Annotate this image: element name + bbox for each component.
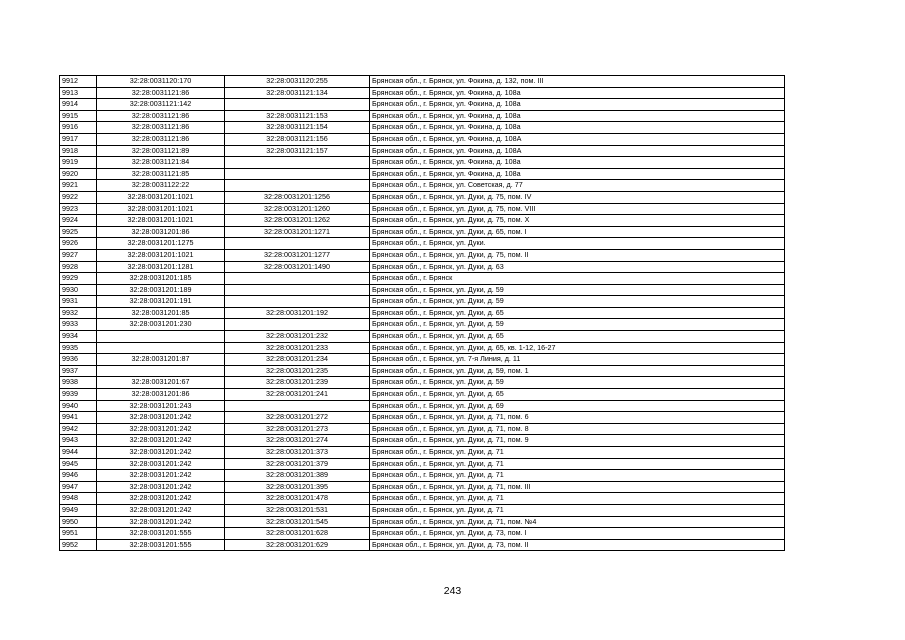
address-cell: Брянская обл., г. Брянск, ул. Дуки, д. 65, пом. I [370, 226, 785, 238]
table-row [60, 110, 785, 122]
address-cell: Брянская обл., г. Брянск, ул. Дуки, д. 59 [370, 296, 785, 308]
table-row [60, 249, 785, 261]
row-number-cell: 9930 [60, 284, 97, 296]
table-row [60, 76, 785, 88]
table-row [60, 516, 785, 528]
address-cell: Брянская обл., г. Брянск, ул. Дуки, д. 75, пом. VIII [370, 203, 785, 215]
object-cadastral-number-cell [225, 400, 370, 412]
row-number-cell: 9932 [60, 307, 97, 319]
table-row [60, 226, 785, 238]
row-number-cell: 9941 [60, 412, 97, 424]
parcel-cadastral-number-cell: 32:28:0031201:1275 [97, 238, 225, 250]
row-number-cell: 9916 [60, 122, 97, 134]
table-row [60, 481, 785, 493]
object-cadastral-number-cell [225, 180, 370, 192]
table-row [60, 168, 785, 180]
address-cell: Брянская обл., г. Брянск, ул. Фокина, д. 108а [370, 168, 785, 180]
table-row [60, 133, 785, 145]
address-cell: Брянская обл., г. Брянск, ул. Дуки, д. 71, пом. 9 [370, 435, 785, 447]
parcel-cadastral-number-cell [97, 331, 225, 343]
parcel-cadastral-number-cell: 32:28:0031122:22 [97, 180, 225, 192]
parcel-cadastral-number-cell: 32:28:0031121:86 [97, 122, 225, 134]
object-cadastral-number-cell: 32:28:0031121:134 [225, 87, 370, 99]
object-cadastral-number-cell: 32:28:0031201:531 [225, 504, 370, 516]
row-number-cell: 9939 [60, 389, 97, 401]
parcel-cadastral-number-cell: 32:28:0031201:243 [97, 400, 225, 412]
parcel-cadastral-number-cell: 32:28:0031201:242 [97, 470, 225, 482]
address-cell: Брянская обл., г. Брянск, ул. Дуки. [370, 238, 785, 250]
object-cadastral-number-cell: 32:28:0031201:1262 [225, 215, 370, 227]
table-row [60, 203, 785, 215]
parcel-cadastral-number-cell: 32:28:0031201:555 [97, 528, 225, 540]
row-number-cell: 9921 [60, 180, 97, 192]
parcel-cadastral-number-cell: 32:28:0031201:191 [97, 296, 225, 308]
row-number-cell: 9942 [60, 423, 97, 435]
row-number-cell: 9929 [60, 273, 97, 285]
table-row [60, 539, 785, 551]
row-number-cell: 9936 [60, 354, 97, 366]
parcel-cadastral-number-cell: 32:28:0031201:242 [97, 504, 225, 516]
object-cadastral-number-cell: 32:28:0031201:628 [225, 528, 370, 540]
parcel-cadastral-number-cell: 32:28:0031201:1021 [97, 249, 225, 261]
object-cadastral-number-cell [225, 319, 370, 331]
parcel-cadastral-number-cell: 32:28:0031201:1281 [97, 261, 225, 273]
parcel-cadastral-number-cell: 32:28:0031201:242 [97, 481, 225, 493]
object-cadastral-number-cell: 32:28:0031201:273 [225, 423, 370, 435]
table-row [60, 400, 785, 412]
row-number-cell: 9913 [60, 87, 97, 99]
parcel-cadastral-number-cell: 32:28:0031201:230 [97, 319, 225, 331]
address-cell: Брянская обл., г. Брянск, ул. Фокина, д. 108а [370, 110, 785, 122]
address-cell: Брянская обл., г. Брянск, ул. Дуки, д. 59 [370, 377, 785, 389]
parcel-cadastral-number-cell: 32:28:0031121:86 [97, 133, 225, 145]
address-cell: Брянская обл., г. Брянск, ул. Дуки, д. 71 [370, 493, 785, 505]
table-row [60, 284, 785, 296]
row-number-cell: 9937 [60, 365, 97, 377]
table-row [60, 261, 785, 273]
row-number-cell: 9950 [60, 516, 97, 528]
object-cadastral-number-cell: 32:28:0031201:239 [225, 377, 370, 389]
parcel-cadastral-number-cell: 32:28:0031120:170 [97, 76, 225, 88]
row-number-cell: 9952 [60, 539, 97, 551]
parcel-cadastral-number-cell: 32:28:0031201:86 [97, 389, 225, 401]
object-cadastral-number-cell: 32:28:0031121:157 [225, 145, 370, 157]
object-cadastral-number-cell [225, 99, 370, 111]
table-row [60, 458, 785, 470]
parcel-cadastral-number-cell: 32:28:0031201:1021 [97, 215, 225, 227]
address-cell: Брянская обл., г. Брянск, ул. Дуки, д. 69 [370, 400, 785, 412]
parcel-cadastral-number-cell: 32:28:0031201:242 [97, 435, 225, 447]
row-number-cell: 9919 [60, 157, 97, 169]
row-number-cell: 9940 [60, 400, 97, 412]
parcel-cadastral-number-cell: 32:28:0031121:142 [97, 99, 225, 111]
address-cell: Брянская обл., г. Брянск, ул. Дуки, д. 71, пом. 6 [370, 412, 785, 424]
table-row [60, 528, 785, 540]
object-cadastral-number-cell: 32:28:0031201:478 [225, 493, 370, 505]
table-row [60, 87, 785, 99]
object-cadastral-number-cell: 32:28:0031201:389 [225, 470, 370, 482]
row-number-cell: 9931 [60, 296, 97, 308]
parcel-cadastral-number-cell: 32:28:0031121:89 [97, 145, 225, 157]
address-cell: Брянская обл., г. Брянск, ул. Дуки, д. 75, пом. X [370, 215, 785, 227]
address-cell: Брянская обл., г. Брянск [370, 273, 785, 285]
address-cell: Брянская обл., г. Брянск, ул. Дуки, д. 65 [370, 331, 785, 343]
address-cell: Брянская обл., г. Брянск, ул. Дуки, д. 71, пом. III [370, 481, 785, 493]
address-cell: Брянская обл., г. Брянск, ул. Фокина, д. 108А [370, 145, 785, 157]
table-row [60, 377, 785, 389]
row-number-cell: 9933 [60, 319, 97, 331]
parcel-cadastral-number-cell: 32:28:0031121:86 [97, 110, 225, 122]
row-number-cell: 9949 [60, 504, 97, 516]
address-cell: Брянская обл., г. Брянск, ул. Дуки, д. 73, пом. II [370, 539, 785, 551]
address-cell: Брянская обл., г. Брянск, ул. Фокина, д. 132, пом. III [370, 76, 785, 88]
object-cadastral-number-cell: 32:28:0031201:274 [225, 435, 370, 447]
object-cadastral-number-cell [225, 284, 370, 296]
parcel-cadastral-number-cell: 32:28:0031201:242 [97, 423, 225, 435]
row-number-cell: 9923 [60, 203, 97, 215]
row-number-cell: 9912 [60, 76, 97, 88]
object-cadastral-number-cell: 32:28:0031201:1490 [225, 261, 370, 273]
parcel-cadastral-number-cell: 32:28:0031121:86 [97, 87, 225, 99]
object-cadastral-number-cell: 32:28:0031201:235 [225, 365, 370, 377]
object-cadastral-number-cell: 32:28:0031121:153 [225, 110, 370, 122]
parcel-cadastral-number-cell: 32:28:0031201:87 [97, 354, 225, 366]
cadastral-register-table [59, 75, 785, 551]
address-cell: Брянская обл., г. Брянск, ул. 7-я Линия, д. 11 [370, 354, 785, 366]
address-cell: Брянская обл., г. Брянск, ул. Фокина, д. 108А [370, 133, 785, 145]
parcel-cadastral-number-cell: 32:28:0031201:185 [97, 273, 225, 285]
row-number-cell: 9922 [60, 191, 97, 203]
address-cell: Брянская обл., г. Брянск, ул. Дуки, д. 75, пом. IV [370, 191, 785, 203]
row-number-cell: 9934 [60, 331, 97, 343]
table-row [60, 493, 785, 505]
table-row [60, 122, 785, 134]
table-row [60, 307, 785, 319]
address-cell: Брянская обл., г. Брянск, ул. Дуки, д. 59, пом. 1 [370, 365, 785, 377]
object-cadastral-number-cell: 32:28:0031201:241 [225, 389, 370, 401]
address-cell: Брянская обл., г. Брянск, ул. Фокина, д. 108а [370, 87, 785, 99]
object-cadastral-number-cell: 32:28:0031201:192 [225, 307, 370, 319]
table-row [60, 435, 785, 447]
row-number-cell: 9924 [60, 215, 97, 227]
table-row [60, 215, 785, 227]
table-row [60, 331, 785, 343]
address-cell: Брянская обл., г. Брянск, ул. Дуки, д. 59 [370, 319, 785, 331]
row-number-cell: 9935 [60, 342, 97, 354]
object-cadastral-number-cell: 32:28:0031201:395 [225, 481, 370, 493]
address-cell: Брянская обл., г. Брянск, ул. Дуки, д. 71 [370, 470, 785, 482]
row-number-cell: 9914 [60, 99, 97, 111]
address-cell: Брянская обл., г. Брянск, ул. Дуки, д. 75, пом. II [370, 249, 785, 261]
table-row [60, 99, 785, 111]
page-number: 243 [443, 585, 462, 597]
object-cadastral-number-cell: 32:28:0031201:379 [225, 458, 370, 470]
object-cadastral-number-cell: 32:28:0031201:629 [225, 539, 370, 551]
row-number-cell: 9927 [60, 249, 97, 261]
table-row [60, 180, 785, 192]
row-number-cell: 9926 [60, 238, 97, 250]
address-cell: Брянская обл., г. Брянск, ул. Дуки, д. 59 [370, 284, 785, 296]
address-cell: Брянская обл., г. Брянск, ул. Дуки, д. 71, пом. 8 [370, 423, 785, 435]
address-cell: Брянская обл., г. Брянск, ул. Фокина, д. 108а [370, 122, 785, 134]
row-number-cell: 9946 [60, 470, 97, 482]
object-cadastral-number-cell [225, 157, 370, 169]
address-cell: Брянская обл., г. Брянск, ул. Дуки, д. 65, кв. 1-12, 16-27 [370, 342, 785, 354]
table-row [60, 342, 785, 354]
parcel-cadastral-number-cell: 32:28:0031201:86 [97, 226, 225, 238]
table-row [60, 423, 785, 435]
table-body [60, 76, 785, 551]
parcel-cadastral-number-cell [97, 342, 225, 354]
row-number-cell: 9947 [60, 481, 97, 493]
table-row [60, 191, 785, 203]
row-number-cell: 9915 [60, 110, 97, 122]
table-row [60, 504, 785, 516]
address-cell: Брянская обл., г. Брянск, ул. Дуки, д. 71 [370, 447, 785, 459]
address-cell: Брянская обл., г. Брянск, ул. Дуки, д. 65 [370, 307, 785, 319]
table-row [60, 389, 785, 401]
parcel-cadastral-number-cell: 32:28:0031201:67 [97, 377, 225, 389]
row-number-cell: 9948 [60, 493, 97, 505]
object-cadastral-number-cell [225, 168, 370, 180]
parcel-cadastral-number-cell: 32:28:0031201:1021 [97, 191, 225, 203]
parcel-cadastral-number-cell: 32:28:0031201:85 [97, 307, 225, 319]
table-row [60, 365, 785, 377]
address-cell: Брянская обл., г. Брянск, ул. Дуки, д. 63 [370, 261, 785, 273]
object-cadastral-number-cell: 32:28:0031201:272 [225, 412, 370, 424]
row-number-cell: 9928 [60, 261, 97, 273]
address-cell: Брянская обл., г. Брянск, ул. Дуки, д. 71, пом. №4 [370, 516, 785, 528]
object-cadastral-number-cell: 32:28:0031201:1271 [225, 226, 370, 238]
row-number-cell: 9943 [60, 435, 97, 447]
object-cadastral-number-cell: 32:28:0031201:234 [225, 354, 370, 366]
parcel-cadastral-number-cell [97, 365, 225, 377]
object-cadastral-number-cell [225, 296, 370, 308]
address-cell: Брянская обл., г. Брянск, ул. Дуки, д. 71 [370, 458, 785, 470]
address-cell: Брянская обл., г. Брянск, ул. Дуки, д. 71 [370, 504, 785, 516]
table-row [60, 273, 785, 285]
parcel-cadastral-number-cell: 32:28:0031201:242 [97, 412, 225, 424]
row-number-cell: 9917 [60, 133, 97, 145]
row-number-cell: 9951 [60, 528, 97, 540]
parcel-cadastral-number-cell: 32:28:0031201:242 [97, 516, 225, 528]
object-cadastral-number-cell: 32:28:0031201:373 [225, 447, 370, 459]
parcel-cadastral-number-cell: 32:28:0031201:242 [97, 447, 225, 459]
table-row [60, 412, 785, 424]
object-cadastral-number-cell: 32:28:0031201:1277 [225, 249, 370, 261]
address-cell: Брянская обл., г. Брянск, ул. Фокина, д. 108а [370, 99, 785, 111]
parcel-cadastral-number-cell: 32:28:0031121:84 [97, 157, 225, 169]
address-cell: Брянская обл., г. Брянск, ул. Дуки, д. 73, пом. I [370, 528, 785, 540]
object-cadastral-number-cell: 32:28:0031201:1260 [225, 203, 370, 215]
parcel-cadastral-number-cell: 32:28:0031201:242 [97, 458, 225, 470]
row-number-cell: 9920 [60, 168, 97, 180]
parcel-cadastral-number-cell: 32:28:0031201:1021 [97, 203, 225, 215]
object-cadastral-number-cell: 32:28:0031201:233 [225, 342, 370, 354]
object-cadastral-number-cell: 32:28:0031201:1256 [225, 191, 370, 203]
table-row [60, 238, 785, 250]
table-row [60, 447, 785, 459]
parcel-cadastral-number-cell: 32:28:0031201:242 [97, 493, 225, 505]
parcel-cadastral-number-cell: 32:28:0031201:189 [97, 284, 225, 296]
table-row [60, 145, 785, 157]
object-cadastral-number-cell: 32:28:0031121:156 [225, 133, 370, 145]
row-number-cell: 9938 [60, 377, 97, 389]
address-cell: Брянская обл., г. Брянск, ул. Дуки, д. 65 [370, 389, 785, 401]
row-number-cell: 9925 [60, 226, 97, 238]
address-cell: Брянская обл., г. Брянск, ул. Советская, д. 77 [370, 180, 785, 192]
row-number-cell: 9945 [60, 458, 97, 470]
parcel-cadastral-number-cell: 32:28:0031201:555 [97, 539, 225, 551]
object-cadastral-number-cell: 32:28:0031121:154 [225, 122, 370, 134]
object-cadastral-number-cell [225, 273, 370, 285]
table-row [60, 296, 785, 308]
address-cell: Брянская обл., г. Брянск, ул. Фокина, д. 108а [370, 157, 785, 169]
table-row [60, 470, 785, 482]
table-row [60, 319, 785, 331]
row-number-cell: 9944 [60, 447, 97, 459]
parcel-cadastral-number-cell: 32:28:0031121:85 [97, 168, 225, 180]
table-row [60, 157, 785, 169]
object-cadastral-number-cell: 32:28:0031201:545 [225, 516, 370, 528]
row-number-cell: 9918 [60, 145, 97, 157]
table-row [60, 354, 785, 366]
object-cadastral-number-cell: 32:28:0031120:255 [225, 76, 370, 88]
object-cadastral-number-cell: 32:28:0031201:232 [225, 331, 370, 343]
object-cadastral-number-cell [225, 238, 370, 250]
